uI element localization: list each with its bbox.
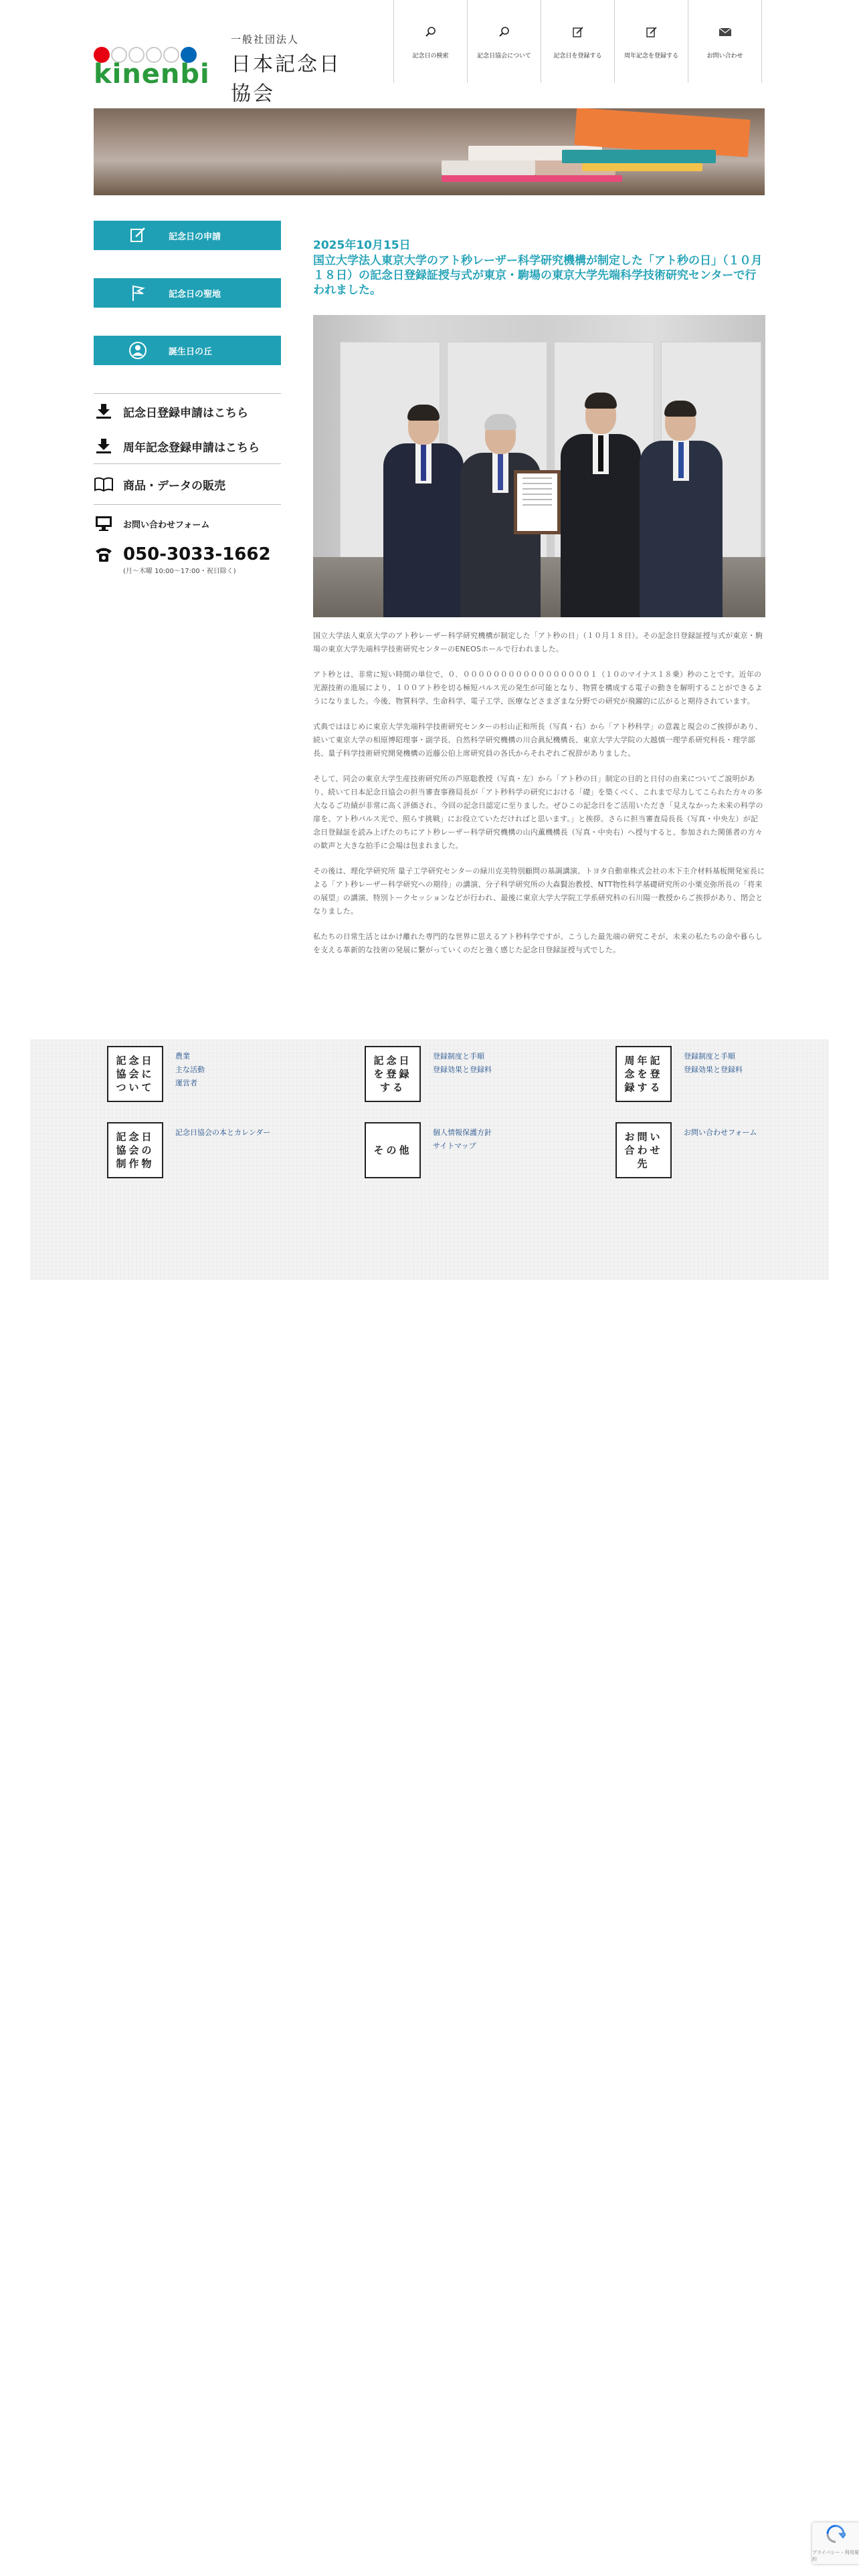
article-title: 国立大学法人東京大学のアト秒レーザー科学研究機構が制定した「アト秒の日」（１０月１８日）の記念日登録証授与式が東京・駒場の東京大学先端科学技術研究センターで行われました。 [313,254,763,297]
footer-link[interactable]: 個人情報保護方針 [433,1128,492,1137]
footer-link[interactable]: 主な活動 [175,1065,205,1074]
sidebar-button-apply[interactable] [94,221,281,250]
sidebar-link-contact-form[interactable] [94,505,281,542]
footer-links [684,1046,743,1102]
footer-link[interactable]: 登録制度と手順 [433,1052,484,1061]
footer-link[interactable]: 運営者 [175,1079,197,1087]
nav-label: 記念日協会について [477,52,531,60]
footer-column-products [107,1122,270,1178]
sidebar-button-label: 記念日の聖地 [169,289,221,300]
footer-box-jubilee[interactable]: 周年記 念を登 録する [615,1046,672,1102]
nav-search[interactable] [394,0,468,83]
sidebar-link-label: お問い合わせフォーム [123,520,210,530]
article-paragraph: アト秒とは、非常に短い時間の単位で、０．０００００００００００００００００１（１０のマイナス１８乗）秒のことです。近年の光源技術の進展により、１００アト秒を切る極短パルス光の発生が可能となり、物質を構成する電子の動きを解明することができるようになりました。今後、物質科学、生命科学、電子工学、医療などさまざまな分野での研究が飛躍的に広がると期待されています。 [313,670,763,706]
article-paragraph: 式典ではほじめに東京大学先端科学技術研究センターの杉山正和所長（写真・右）から「アト秒科学」の意義と現会のご挨拶があり、続いて東京大学の相原博昭理事・副学長、自然科学研究機構の川合眞紀機構長、東京大学大学院の大越慎一理学系研究科長・理学部長、量子科学技術研究開発機構の近藤公伯上席研究員の各氏からそれぞれご祝辞がありました。 [313,722,763,758]
person-icon [128,341,147,360]
nav-about[interactable] [468,0,541,83]
footer-box-other[interactable]: その他 [365,1122,421,1178]
article-date: 2025年10月15日 [313,239,411,252]
footer-column-about [107,1046,205,1102]
download-icon [94,436,114,456]
footer-links [175,1122,270,1178]
footer-column-contact [615,1122,757,1178]
hero-banner-image [94,108,765,195]
footer-link[interactable]: 農業 [175,1052,190,1061]
search-icon [496,24,512,40]
footer-links [175,1046,205,1102]
phone-icon [94,545,114,565]
photo-person [634,383,728,617]
sidebar-link-label: 周年記念登録申請はこちら [123,441,260,455]
article [313,235,765,957]
site-logo[interactable] [94,32,361,106]
phone-number[interactable]: 050-3033-1662 [123,544,271,564]
footer-link[interactable]: 登録効果と登録料 [433,1065,492,1074]
phone-contact [94,545,281,575]
footer-link[interactable]: 記念日協会の本とカレンダー [175,1128,271,1137]
footer-link[interactable]: サイトマップ [433,1142,476,1150]
sidebar-link-label: 記念日登録申請はこちら [123,406,248,420]
photo-person [557,377,644,617]
footer-link[interactable]: 登録制度と手順 [684,1052,735,1061]
certificate-image [514,470,561,534]
logo-word: kinenbi [94,59,210,90]
logo-title: 日本記念日協会 [231,53,341,106]
edit-icon [128,226,147,245]
nav-register-anniversary[interactable] [541,0,615,83]
edit-icon [644,24,660,40]
footer-box-register[interactable]: 記念日 を登録 する [365,1046,421,1102]
photo-person [380,390,467,617]
article-paragraph: 私たちの日常生活とはかけ離れた専門的な世界に思えるアト秒科学ですが、こうした最先端の研究こそが、未来の私たちの命や暮らしを支える革新的な技術の発展に繋がっていくのだと強く感じた記念日登録証授与式でした。 [313,932,763,954]
sidebar-button-label: 誕生日の丘 [169,346,213,357]
nav-contact[interactable] [688,0,762,83]
nav-label: 記念日を登録する [553,52,602,60]
book-icon [94,474,114,494]
footer-column-register [365,1046,492,1102]
footer-box-contact[interactable]: お問い 合わせ 先 [615,1122,672,1178]
footer-box-products[interactable]: 記念日 協会の 制作物 [107,1122,163,1178]
sidebar-link-products[interactable] [94,464,281,504]
sidebar [94,221,281,575]
article-paragraph: その後は、理化学研究所 量子工学研究センターの緑川克美特別顧問の基調講演、トヨタ自動車株式会社の木下圭介材料基板開発室長による「アト秒レーザー科学研究への期待」の講演、分子科学研究所の大森賢治教授、NTT物性科学基礎研究所の小栗克弥所長の「将来の展望」の講演、特別トークセッションなどが行われ、最後に東京大学大学院工学系研究科の石川陽一教授からご挨拶があり、閉会となりました。 [313,867,765,916]
phone-hours: (月〜木曜 10:00〜17:00・祝日除く) [123,568,236,575]
recaptcha-label[interactable]: プライバシー・利用規約 [812,2550,859,2562]
flag-icon [128,284,147,302]
logo-subtitle: 一般社団法人 [231,33,300,45]
sidebar-button-birthday-hill[interactable] [94,336,281,365]
footer-column-other [365,1122,492,1178]
search-icon [423,24,439,40]
article-photo [313,315,765,617]
sidebar-button-label: 記念日の申請 [169,231,221,242]
sidebar-link-label: 商品・データの販売 [123,479,225,493]
footer-link[interactable]: お問い合わせフォーム [684,1128,757,1137]
footer-links [433,1122,492,1178]
footer-box-about[interactable]: 記念日 協会に ついて [107,1046,163,1102]
mail-icon [717,24,733,40]
nav-label: 記念日の検索 [412,52,449,60]
article-paragraph: 国立大学法人東京大学のアト秒レーザー科学研究機構が制定した「アト秒の日」（１０月１８日）。その記念日登録証授与式が東京・駒場の東京大学先端科学技術研究センターのENEOSホールで行われました。 [313,631,763,653]
monitor-icon [94,514,114,534]
sidebar-link-anniversary-application[interactable] [94,394,281,429]
download-icon [94,401,114,421]
footer-column-jubilee [615,1046,743,1102]
sidebar-link-jubilee-application[interactable] [94,429,281,463]
nav-register-jubilee[interactable] [615,0,688,83]
article-paragraph: そして、同会の東京大学生産技術研究所の芦原聡教授（写真・左）から「アト秒の日」制定の目的と日付の由来についてご説明があり、続いて日本記念日協会の担当審査事務局長が「アト秒科学の研究における「礎」を築くべく、これまで尽力してこられた方々の多大なるご功績が非常に高く評価され、今回の記念日認定に至りました。ぜひこの記念日をご活用いただき「見えなかった未来の科学の扉を、アト秒パルス光で、照らす挑戦」にお役立ていただければと思います。」と挨拶。さらに担当審査局長長（写真・中央左）が記念日登録証を読み上げたのちにアト秒レーザー科学研究機構の山内薫機構長（写真・中央右）へ授与すると、参加された関係者の方々の歓声と大きな拍手に会場は包まれました。 [313,774,763,850]
nav-label: 周年記念を登録する [624,52,678,60]
sidebar-button-sacred-place[interactable] [94,278,281,308]
logo-mark [94,47,214,90]
site-header [0,0,859,106]
recaptcha-icon [826,2524,846,2547]
edit-icon [570,24,586,40]
footer-links [684,1122,757,1178]
recaptcha-badge[interactable] [812,2523,859,2564]
global-nav [393,0,762,83]
nav-label: お問い合わせ [706,52,743,60]
site-footer [30,1039,829,1280]
phone-details [123,545,271,575]
footer-link[interactable]: 登録効果と登録料 [684,1065,743,1074]
footer-links [433,1046,492,1102]
